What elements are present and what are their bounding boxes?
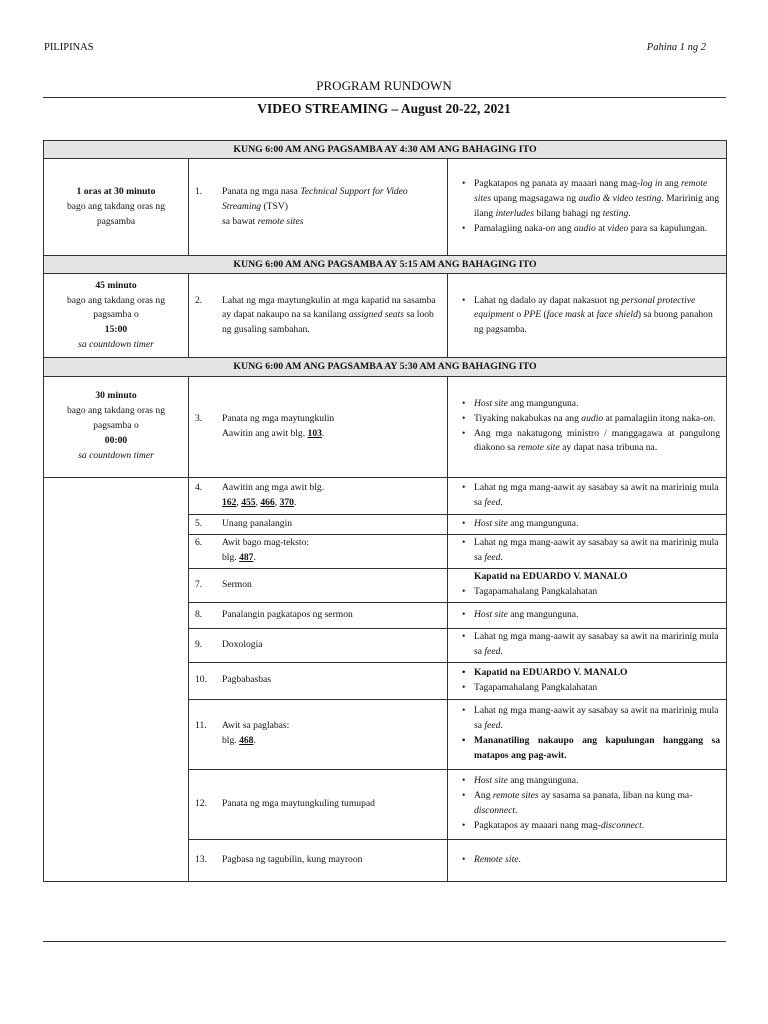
item-cell: [189, 628, 448, 662]
note-item: • Lahat ng mga mang-aawit ay sasabay sa awit na maririnig mula sa feed.: [474, 481, 720, 511]
note-item: • Pamalagiing naka-on ang audio at video para sa kapulungan.: [474, 222, 720, 237]
notes-cell: [448, 602, 727, 628]
notes-cell: [448, 839, 727, 881]
note-item: • Host site ang mangunguna.: [474, 517, 720, 532]
item-cell: [189, 477, 448, 514]
note-item: • Pagkatapos ng panata ay maaari nang mag-log in ang remote sites upang magsagawa ng audio & video testing. Maririnig ang ilang interludes bilang bahagi ng testing.: [474, 177, 720, 222]
item-text: Panata ng mga maytungkuling tumupad: [222, 797, 375, 809]
minister-title: • Tagapamahalang Pangkalahatan: [474, 681, 720, 696]
time-description: bago ang takdang oras ng pagsamba o: [66, 405, 166, 432]
section-heading: KUNG 6:00 AM ANG PAGSAMBA AY 5:15 AM ANG BAHAGING ITO: [44, 256, 727, 274]
item-number: 7.: [195, 578, 203, 590]
rundown-table: [43, 140, 727, 882]
note-item: • Pagkatapos ay maaari nang mag-disconnect.: [474, 819, 720, 834]
item-cell: [189, 376, 448, 477]
item-cell: [189, 839, 448, 881]
section-heading: KUNG 6:00 AM ANG PAGSAMBA AY 4:30 AM ANG BAHAGING ITO: [44, 141, 727, 159]
item-cell: [189, 274, 448, 358]
item-cell: [189, 568, 448, 602]
item-text: Aawitin ang mga awit blg. 162, 455, 466, 370.: [222, 481, 325, 508]
table-row: [44, 159, 727, 256]
countdown-value: 00:00: [104, 434, 128, 446]
item-number: 8.: [195, 608, 203, 620]
item-text: Doxologia: [222, 638, 263, 650]
item-number: 9.: [195, 638, 203, 650]
item-cell: [189, 699, 448, 769]
item-number: 2.: [195, 294, 203, 306]
item-text: Panalangin pagkatapos ng sermon: [222, 608, 353, 620]
note-item: • Mananatiling nakaupo ang kapulungan hanggang sa matapos ang pag-awit.: [474, 734, 720, 764]
note-item: • Ang mga nakatugong ministro / manggagawa at pangulong diakono sa remote site ay dapat nasa tribuna na.: [474, 427, 720, 457]
note-item: • Lahat ng dadalo ay dapat nakasuot ng personal protective equipment o PPE (face mask at face shield) sa buong panahon ng pagsamba.: [474, 294, 720, 339]
item-text: Unang panalangin: [222, 517, 293, 529]
notes-cell: [448, 769, 727, 839]
notes-cell: [448, 534, 727, 568]
table-row: [44, 274, 727, 358]
item-text: Lahat ng mga maytungkulin at mga kapatid na sasamba ay dapat nakaupo na sa kanilang assigned seats sa loob ng gusaling sambahan.: [222, 294, 436, 336]
notes-cell: [448, 514, 727, 534]
notes-cell: [448, 628, 727, 662]
note-item: • Host site ang mangunguna.: [474, 397, 720, 412]
item-cell: [189, 769, 448, 839]
note-item: • Host site ang mangunguna.: [474, 608, 720, 623]
time-description: bago ang takdang oras ng pagsamba: [66, 200, 166, 227]
document-title: PROGRAM RUNDOWN: [316, 78, 452, 93]
minister-name: Kapatid na EDUARDO V. MANALO: [474, 571, 628, 583]
countdown-label: sa countdown timer: [78, 339, 154, 351]
note-item: • Remote site.: [474, 853, 720, 868]
item-number: 13.: [195, 853, 207, 865]
table-row: [44, 477, 727, 514]
item-number: 6.: [195, 537, 203, 549]
item-number: 4.: [195, 481, 203, 493]
notes-cell: [448, 159, 727, 256]
note-item: • Host site ang mangunguna.: [474, 774, 720, 789]
item-number: 10.: [195, 674, 207, 686]
notes-cell: [448, 699, 727, 769]
item-text: Pagbasa ng tagubilin, kung mayroon: [222, 853, 363, 865]
time-description: bago ang takdang oras ng pagsamba o: [66, 294, 166, 321]
item-number: 1.: [195, 185, 203, 197]
country-header: PILIPINAS: [44, 42, 94, 53]
footer-divider: [43, 941, 726, 942]
item-text: Panata ng mga nasa Technical Support for Video Streaming (TSV) sa bawat remote sites: [222, 185, 408, 227]
minister-title: • Tagapamahalang Pangkalahatan: [474, 585, 720, 600]
item-number: 12.: [195, 797, 207, 809]
note-item: • Lahat ng mga mang-aawit ay sasabay sa awit na maririnig mula sa feed.: [474, 704, 720, 734]
document-subtitle: VIDEO STREAMING – August 20-22, 2021: [257, 101, 511, 116]
page-number: Pahina 1 ng 2: [646, 42, 706, 53]
countdown-value: 15:00: [104, 324, 128, 336]
time-duration: 30 minuto: [95, 390, 137, 402]
notes-cell: [448, 274, 727, 358]
note-item: • Lahat ng mga mang-aawit ay sasabay sa awit na maririnig mula sa feed.: [474, 536, 720, 566]
item-number: 5.: [195, 517, 203, 529]
time-cell: [44, 159, 189, 256]
notes-cell: [448, 662, 727, 699]
item-text: Awit bago mag-teksto: blg. 487.: [222, 537, 310, 564]
section-row: [44, 141, 727, 159]
note-item: • Ang remote sites ay sasama sa panata, liban na kung ma-disconnect.: [474, 789, 720, 819]
notes-cell: [448, 376, 727, 477]
item-number: 11.: [195, 720, 207, 732]
section-heading: KUNG 6:00 AM ANG PAGSAMBA AY 5:30 AM ANG BAHAGING ITO: [44, 358, 727, 376]
item-text: Awit sa paglabas: blg. 468.: [222, 720, 290, 747]
section-row: [44, 358, 727, 376]
notes-cell: [448, 568, 727, 602]
empty-time-cell: [44, 477, 189, 881]
item-cell: [189, 534, 448, 568]
section-row: [44, 256, 727, 274]
item-text: Panata ng mga maytungkulin Aawitin ang awit blg. 103.: [222, 412, 335, 439]
item-text: Pagbabasbas: [222, 674, 272, 686]
table-row: [44, 376, 727, 477]
item-cell: [189, 602, 448, 628]
note-item: • Tiyaking nakabukas na ang audio at pamalagiin itong naka-on.: [474, 412, 720, 427]
countdown-label: sa countdown timer: [78, 449, 154, 461]
note-item: • Lahat ng mga mang-aawit ay sasabay sa awit na maririnig mula sa feed.: [474, 630, 720, 660]
item-number: 3.: [195, 412, 203, 424]
item-cell: [189, 159, 448, 256]
time-cell: [44, 376, 189, 477]
item-text: Sermon: [222, 578, 252, 590]
notes-cell: [448, 477, 727, 514]
minister-name: • Kapatid na EDUARDO V. MANALO: [474, 666, 720, 681]
time-duration: 1 oras at 30 minuto: [76, 185, 156, 197]
item-cell: [189, 662, 448, 699]
title-divider: [43, 97, 726, 98]
item-cell: [189, 514, 448, 534]
time-duration: 45 minuto: [95, 279, 137, 291]
time-cell: [44, 274, 189, 358]
